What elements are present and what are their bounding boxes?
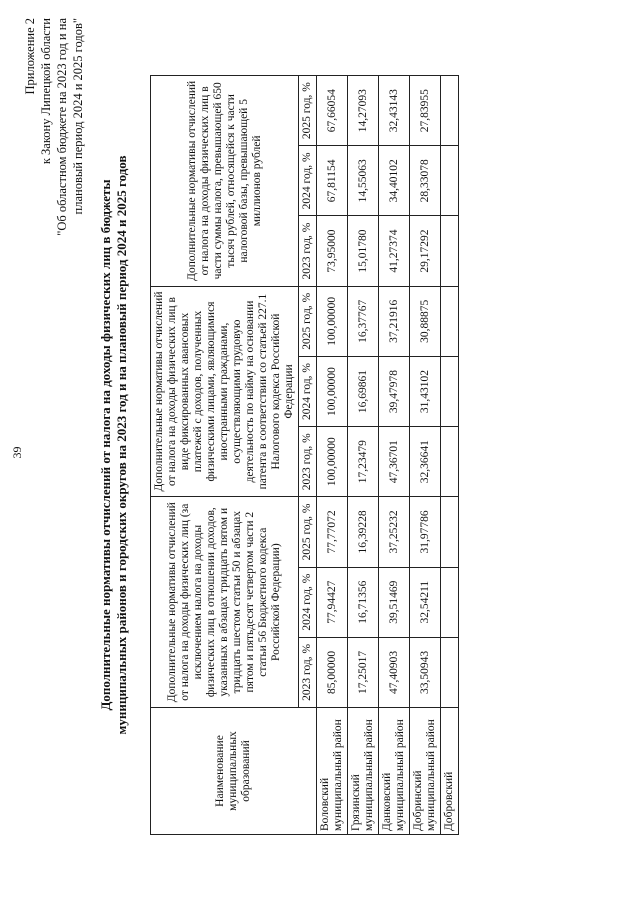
year-header: 2025 год, % [299,76,317,146]
table-cell: 15,01780 [348,216,379,286]
table-row [379,76,410,835]
year-header: 2023 год, % [299,637,317,707]
table-cell: 47,40903 [379,637,410,707]
table-cell: 32,43143 [379,76,410,146]
year-header: 2024 год, % [299,356,317,426]
table-cell: 77,77072 [317,497,348,567]
table-cell: 16,71356 [348,567,379,637]
document-title: Дополнительные нормативы отчислений от налога на доходы физических лиц в бюджеты муниципальных районов и городских округов на 2023 год и на плановый период 2024 и 2025 годов [98,155,129,735]
page-number: 39 [10,446,24,459]
appendix-line: Приложение 2 [23,18,37,95]
year-header: 2024 год, % [299,567,317,637]
table-cell: 16,69861 [348,356,379,426]
table-cell: 100,00000 [317,286,348,356]
table-cell: 31,97786 [410,497,441,567]
table-cell: 16,37767 [348,286,379,356]
table-cell: 47,36701 [379,427,410,497]
year-header: 2023 год, % [299,216,317,286]
year-header: 2025 год, % [299,286,317,356]
table-row [441,76,459,835]
table-cell: 29,17292 [410,216,441,286]
municipality-name: Добринский муниципальный район [410,708,441,835]
table-cell: 32,36641 [410,427,441,497]
table-cell: 100,00000 [317,356,348,426]
appendix-line: "Об областном бюджете на 2023 год и на [55,18,69,236]
appendix-line: к Закону Липецкой области [39,18,53,165]
table-cell: 67,81154 [317,146,348,216]
table-row [348,76,379,835]
table-cell [441,146,459,216]
table-cell: 30,88875 [410,286,441,356]
table-cell: 14,27093 [348,76,379,146]
table-row [410,76,441,835]
table-cell [441,286,459,356]
table-cell: 39,47978 [379,356,410,426]
table-row [317,76,348,835]
table-cell: 77,94427 [317,567,348,637]
appendix-line: плановый период 2024 и 2025 годов" [71,18,85,215]
municipality-name: Добровский [441,708,459,835]
table-cell: 37,25232 [379,497,410,567]
name-column-header: Наименование муниципальных образований [151,708,317,835]
table-cell [441,637,459,707]
table-cell [441,567,459,637]
norms-table [150,75,459,835]
group-header-3: Дополнительные нормативы отчислений от налога на доходы физических лиц в части суммы налога, превышающей 650 тысяч рублей, относящейся к части налоговой базы, превышающей 5 миллионов рублей [151,76,299,287]
table-cell: 37,21916 [379,286,410,356]
table-cell: 17,25017 [348,637,379,707]
table-cell: 28,33078 [410,146,441,216]
table-cell: 17,23479 [348,427,379,497]
group-header-1: Дополнительные нормативы отчислений от налога на доходы физических лиц (за исключением налога на доходы физических лиц в отношении доходов, указанных в абзацах тридцать пятом и тридцать шестом статьи 50 и абзацах пятом и пятьдесят четвертом части 2 статьи 56 Бюджетного кодекса Российской Федерации) [151,497,299,708]
table-cell: 33,50943 [410,637,441,707]
table-cell: 32,54211 [410,567,441,637]
municipality-name: Грязинский муниципальный район [348,708,379,835]
table-cell: 16,39228 [348,497,379,567]
year-header: 2023 год, % [299,427,317,497]
table-cell: 31,43102 [410,356,441,426]
table-cell [441,427,459,497]
table-cell [441,497,459,567]
table-cell [441,356,459,426]
table-cell: 67,66054 [317,76,348,146]
group-header-2: Дополнительные нормативы отчислений от налога на доходы физических лиц в виде фиксированных авансовых платежей с доходов, полученных физическими лицами, являющимися иностранными гражданами, осуществляющими трудовую деятельность по найму на основании патента в соответствии со статьей 227.1 Налогового кодекса Российской Федерации [151,286,299,497]
table-cell [441,216,459,286]
table-cell: 85,00000 [317,637,348,707]
table-cell [441,76,459,146]
table-cell: 41,27374 [379,216,410,286]
table-cell: 39,51469 [379,567,410,637]
table-cell: 14,55063 [348,146,379,216]
municipality-name: Воловский муниципальный район [317,708,348,835]
table-cell: 100,00000 [317,427,348,497]
table-cell: 34,40102 [379,146,410,216]
table-cell: 73,95000 [317,216,348,286]
municipality-name: Данковский муниципальный район [379,708,410,835]
year-header: 2024 год, % [299,146,317,216]
year-header: 2025 год, % [299,497,317,567]
table-cell: 27,83955 [410,76,441,146]
appendix-block [22,18,86,236]
